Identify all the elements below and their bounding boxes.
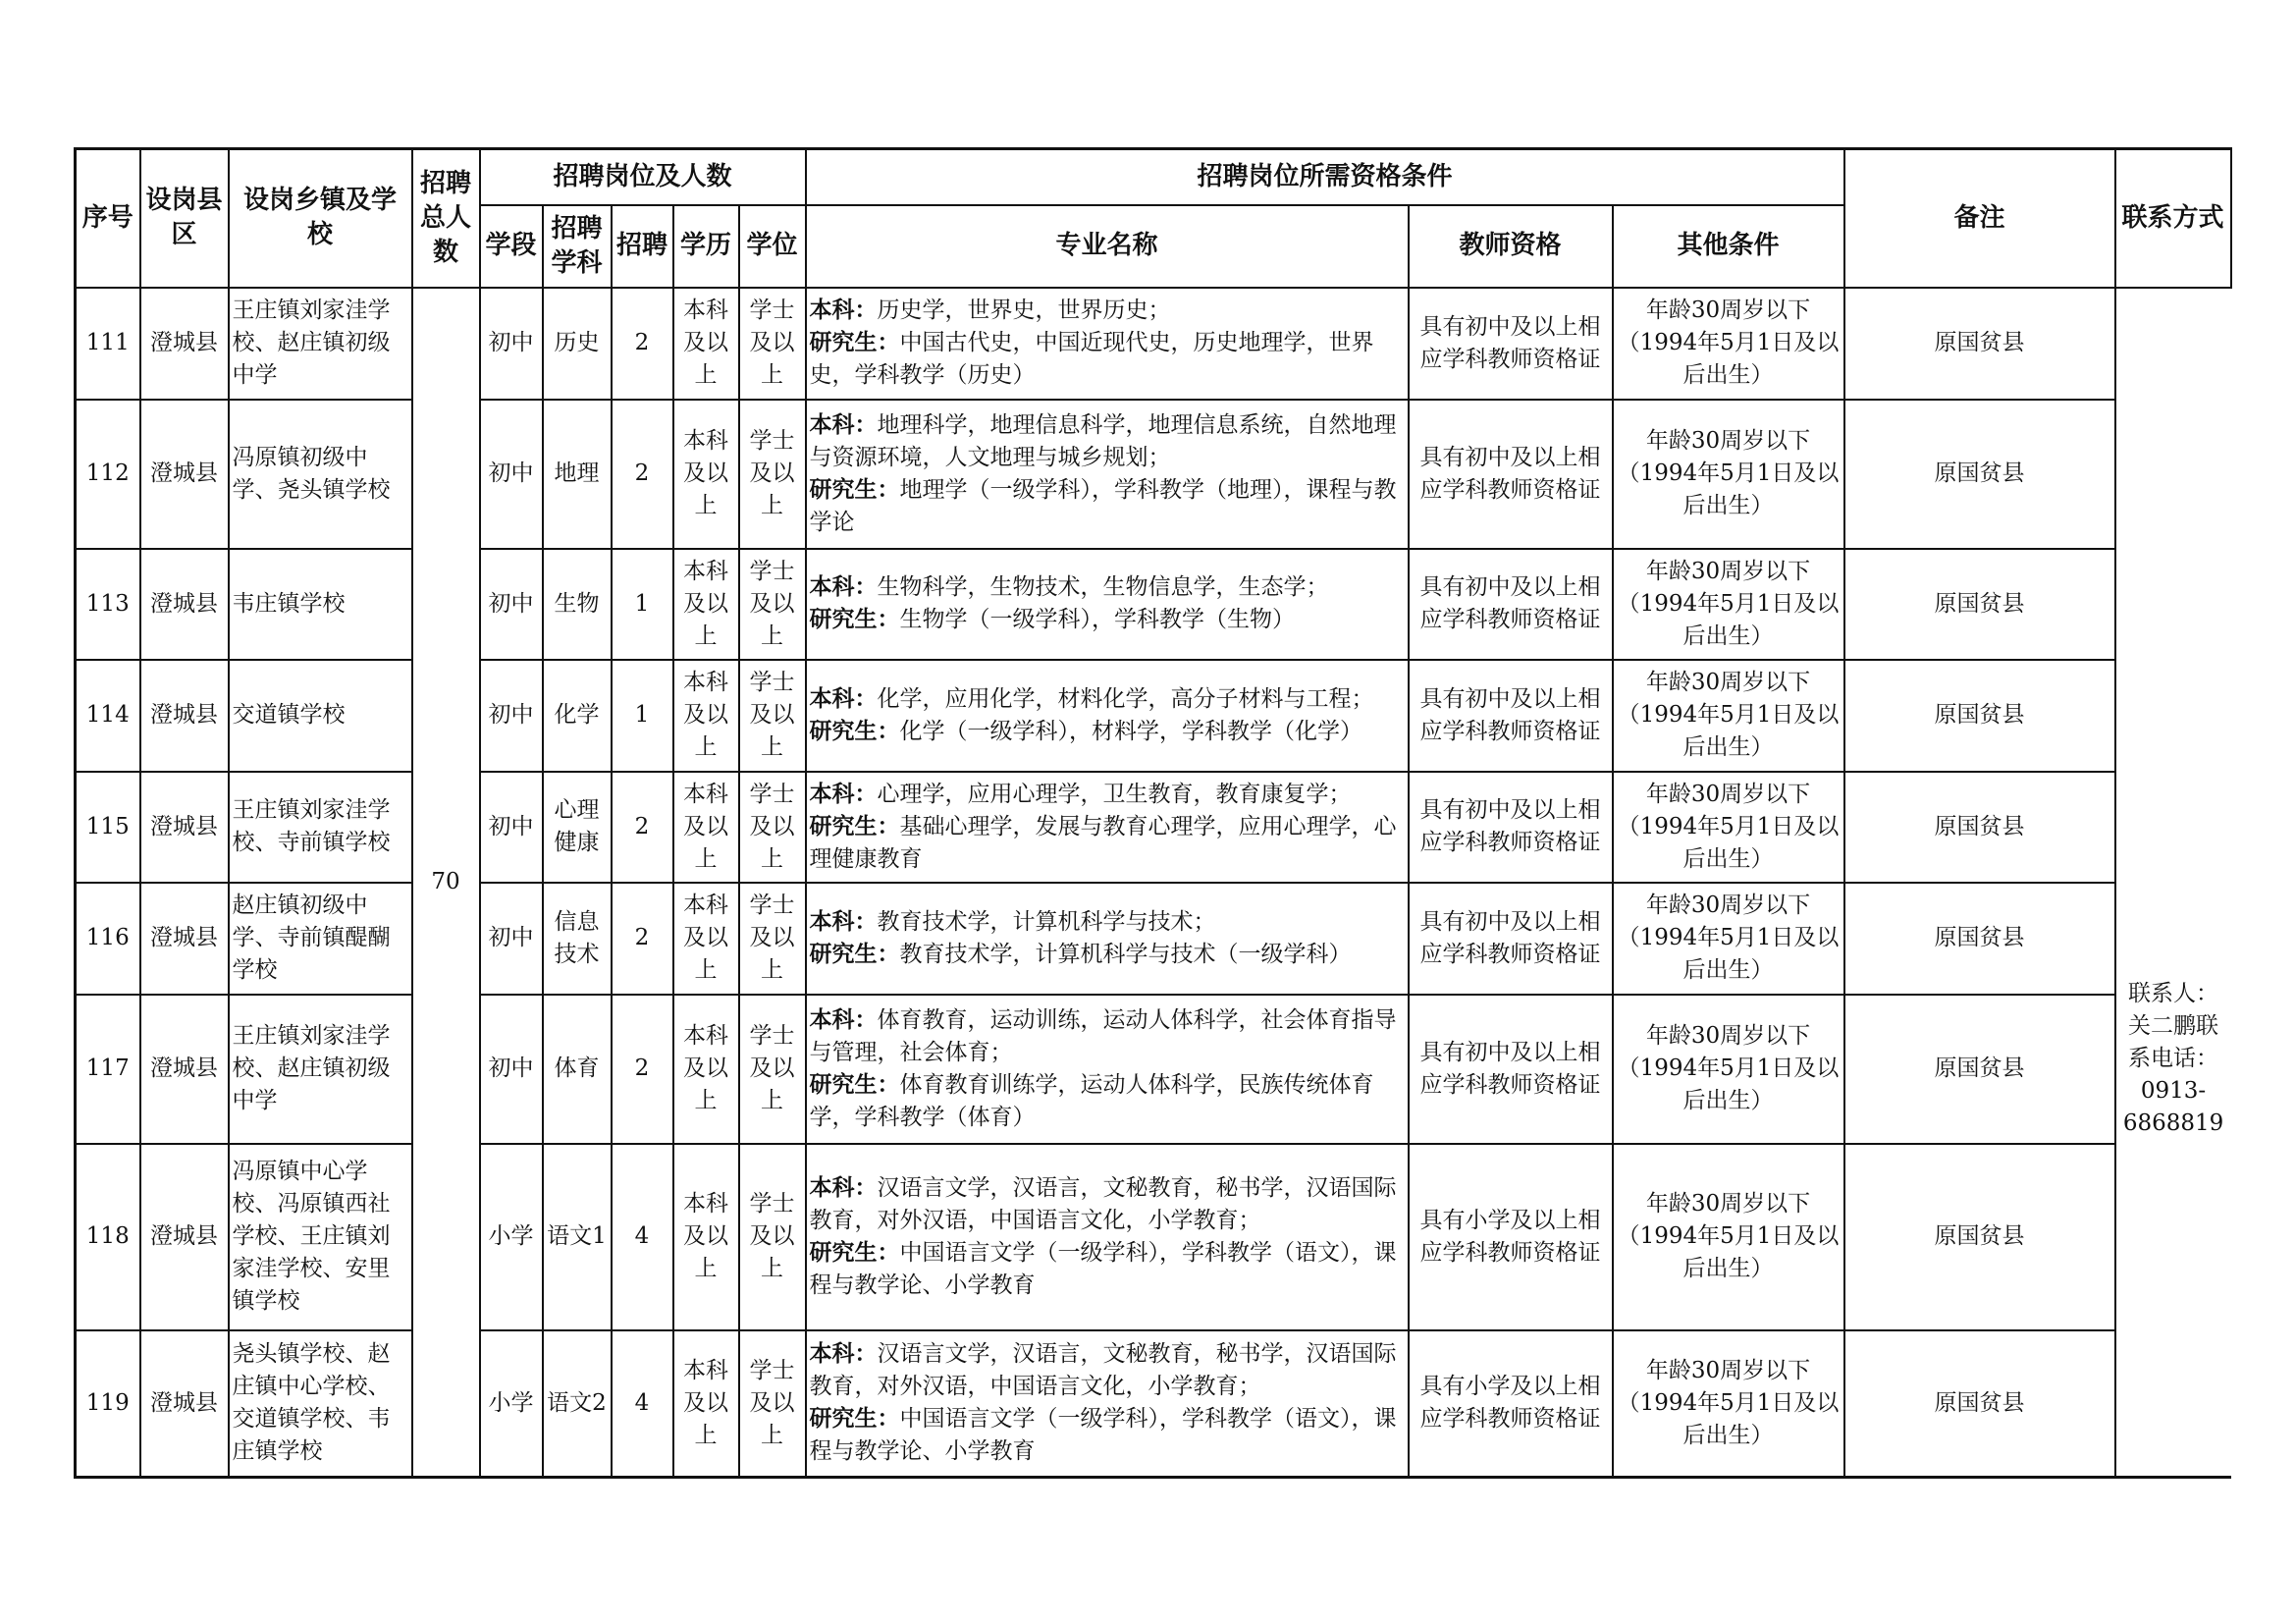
cell-degree: 学士及以上 (739, 995, 806, 1144)
graduate-label: 研究生： (809, 330, 900, 355)
graduate-majors: 中国语言文学（一级学科），学科教学（语文），课程与教学论、小学教育 (809, 1406, 1397, 1465)
graduate-majors: 基础心理学，发展与教育心理学，应用心理学，心理健康教育 (809, 813, 1397, 872)
cell-county: 澄城县 (140, 772, 229, 883)
graduate-majors: 生物学（一级学科），学科教学（生物） (899, 607, 1296, 632)
table-row (76, 1330, 2231, 1478)
undergrad-majors: 心理学，应用心理学，卫生教育，教育康复学； (877, 781, 1352, 807)
graduate-label: 研究生： (809, 1071, 900, 1098)
cell-teacher-cert: 具有初中及以上相应学科教师资格证 (1409, 288, 1613, 400)
recruitment-table-sheet (74, 147, 2229, 1481)
graduate-majors: 地理学（一级学科），学科教学（地理），课程与教学论 (809, 476, 1397, 535)
header-contact: 联系方式 (2115, 149, 2231, 288)
cell-other-conditions: 年龄30周岁以下（1994年5月1日及以后出生） (1613, 1330, 1844, 1478)
table-row (76, 1144, 2231, 1330)
undergrad-label: 本科： (809, 908, 878, 935)
header-positions-group: 招聘岗位及人数 (480, 149, 806, 205)
cell-education: 本科及以上 (673, 549, 739, 660)
table-row (76, 288, 2231, 400)
header-subject: 招聘学科 (543, 205, 612, 288)
undergrad-label: 本科： (809, 685, 878, 712)
cell-remark: 原国贫县 (1844, 883, 2115, 995)
cell-stage: 初中 (480, 400, 543, 549)
graduate-majors: 中国古代史，中国近现代史，历史地理学，世界史，学科教学（历史） (809, 330, 1374, 388)
cell-teacher-cert: 具有小学及以上相应学科教师资格证 (1409, 1330, 1613, 1478)
cell-other-conditions: 年龄30周岁以下（1994年5月1日及以后出生） (1613, 772, 1844, 883)
undergrad-majors: 生物科学，生物技术，生物信息学，生态学； (877, 574, 1329, 600)
cell-school: 王庄镇刘家洼学校、寺前镇学校 (229, 772, 412, 883)
cell-seq: 111 (76, 288, 140, 400)
cell-stage: 小学 (480, 1144, 543, 1330)
cell-subject: 语文1 (543, 1144, 612, 1330)
undergrad-majors: 汉语言文学，汉语言，文秘教育，秘书学，汉语国际教育，对外汉语，中国语言文化，小学教育； (809, 1174, 1397, 1233)
cell-other-conditions: 年龄30周岁以下（1994年5月1日及以后出生） (1613, 883, 1844, 995)
cell-degree: 学士及以上 (739, 549, 806, 660)
cell-degree: 学士及以上 (739, 400, 806, 549)
cell-stage: 初中 (480, 660, 543, 772)
cell-school: 冯原镇初级中学、尧头镇学校 (229, 400, 412, 549)
cell-degree: 学士及以上 (739, 1330, 806, 1478)
cell-subject: 心理健康 (543, 772, 612, 883)
undergrad-label: 本科： (809, 411, 878, 438)
cell-major (806, 995, 1409, 1144)
cell-remark: 原国贫县 (1844, 549, 2115, 660)
cell-seq: 114 (76, 660, 140, 772)
cell-remark: 原国贫县 (1844, 1330, 2115, 1478)
undergrad-label: 本科： (809, 1006, 878, 1033)
cell-major (806, 660, 1409, 772)
cell-school: 交道镇学校 (229, 660, 412, 772)
cell-county: 澄城县 (140, 1144, 229, 1330)
cell-education: 本科及以上 (673, 400, 739, 549)
graduate-label: 研究生： (809, 941, 900, 967)
cell-contact: 联系人：关二鹏联系电话：0913-6868819 (2115, 288, 2231, 1478)
cell-teacher-cert: 具有初中及以上相应学科教师资格证 (1409, 883, 1613, 995)
cell-seq: 119 (76, 1330, 140, 1478)
cell-subject: 信息技术 (543, 883, 612, 995)
cell-degree: 学士及以上 (739, 772, 806, 883)
header-seq: 序号 (76, 149, 140, 288)
graduate-label: 研究生： (809, 607, 900, 632)
cell-count: 1 (612, 660, 673, 772)
header-count: 招聘 (612, 205, 673, 288)
cell-education: 本科及以上 (673, 1330, 739, 1478)
graduate-label: 研究生： (809, 813, 900, 839)
cell-remark: 原国贫县 (1844, 772, 2115, 883)
header-remark: 备注 (1844, 149, 2115, 288)
header-major: 专业名称 (806, 205, 1409, 288)
cell-stage: 初中 (480, 883, 543, 995)
undergrad-label: 本科： (809, 781, 878, 807)
cell-county: 澄城县 (140, 883, 229, 995)
cell-major (806, 288, 1409, 400)
cell-county: 澄城县 (140, 1330, 229, 1478)
cell-remark: 原国贫县 (1844, 660, 2115, 772)
cell-total-count: 70 (412, 288, 480, 1478)
cell-county: 澄城县 (140, 549, 229, 660)
graduate-label: 研究生： (809, 718, 900, 744)
cell-county: 澄城县 (140, 400, 229, 549)
undergrad-majors: 化学，应用化学，材料化学，高分子材料与工程； (877, 685, 1374, 712)
cell-count: 2 (612, 400, 673, 549)
graduate-majors: 中国语言文学（一级学科），学科教学（语文），课程与教学论、小学教育 (809, 1239, 1397, 1298)
cell-other-conditions: 年龄30周岁以下（1994年5月1日及以后出生） (1613, 288, 1844, 400)
cell-teacher-cert: 具有初中及以上相应学科教师资格证 (1409, 660, 1613, 772)
header-county: 设岗县区 (140, 149, 229, 288)
cell-education: 本科及以上 (673, 660, 739, 772)
header-degree: 学位 (739, 205, 806, 288)
cell-stage: 初中 (480, 995, 543, 1144)
cell-major (806, 400, 1409, 549)
cell-stage: 小学 (480, 1330, 543, 1478)
cell-remark: 原国贫县 (1844, 995, 2115, 1144)
table-row (76, 995, 2231, 1144)
cell-seq: 113 (76, 549, 140, 660)
cell-school: 王庄镇刘家洼学校、赵庄镇初级中学 (229, 288, 412, 400)
cell-count: 4 (612, 1330, 673, 1478)
undergrad-majors: 体育教育，运动训练，运动人体科学，社会体育指导与管理，社会体育； (809, 1006, 1397, 1065)
cell-count: 2 (612, 772, 673, 883)
graduate-label: 研究生： (809, 1406, 900, 1433)
cell-stage: 初中 (480, 288, 543, 400)
cell-seq: 117 (76, 995, 140, 1144)
graduate-majors: 体育教育训练学，运动人体科学，民族传统体育学，学科教学（体育） (809, 1071, 1374, 1130)
cell-count: 1 (612, 549, 673, 660)
cell-stage: 初中 (480, 549, 543, 660)
graduate-majors: 教育技术学，计算机科学与技术（一级学科） (899, 941, 1352, 967)
cell-other-conditions: 年龄30周岁以下（1994年5月1日及以后出生） (1613, 660, 1844, 772)
cell-school: 冯原镇中心学校、冯原镇西社学校、王庄镇刘家洼学校、安里镇学校 (229, 1144, 412, 1330)
cell-stage: 初中 (480, 772, 543, 883)
cell-seq: 118 (76, 1144, 140, 1330)
header-teacher-cert: 教师资格 (1409, 205, 1613, 288)
graduate-label: 研究生： (809, 476, 900, 503)
recruitment-table (74, 147, 2232, 1479)
graduate-majors: 化学（一级学科），材料学，学科教学（化学） (899, 718, 1363, 744)
cell-subject: 化学 (543, 660, 612, 772)
cell-county: 澄城县 (140, 660, 229, 772)
cell-remark: 原国贫县 (1844, 288, 2115, 400)
undergrad-label: 本科： (809, 1341, 878, 1368)
cell-degree: 学士及以上 (739, 883, 806, 995)
header-row-top (76, 149, 2231, 205)
undergrad-majors: 教育技术学，计算机科学与技术； (877, 908, 1216, 935)
cell-other-conditions: 年龄30周岁以下（1994年5月1日及以后出生） (1613, 400, 1844, 549)
cell-count: 2 (612, 883, 673, 995)
cell-major (806, 1144, 1409, 1330)
cell-subject: 生物 (543, 549, 612, 660)
cell-county: 澄城县 (140, 288, 229, 400)
cell-teacher-cert: 具有初中及以上相应学科教师资格证 (1409, 549, 1613, 660)
cell-education: 本科及以上 (673, 288, 739, 400)
cell-degree: 学士及以上 (739, 288, 806, 400)
cell-degree: 学士及以上 (739, 1144, 806, 1330)
cell-major (806, 883, 1409, 995)
cell-major (806, 549, 1409, 660)
undergrad-label: 本科： (809, 1174, 878, 1201)
undergrad-label: 本科： (809, 298, 878, 323)
header-education: 学历 (673, 205, 739, 288)
cell-seq: 112 (76, 400, 140, 549)
cell-remark: 原国贫县 (1844, 1144, 2115, 1330)
table-row (76, 772, 2231, 883)
cell-education: 本科及以上 (673, 995, 739, 1144)
cell-education: 本科及以上 (673, 1144, 739, 1330)
header-stage: 学段 (480, 205, 543, 288)
cell-school: 王庄镇刘家洼学校、赵庄镇初级中学 (229, 995, 412, 1144)
cell-subject: 语文2 (543, 1330, 612, 1478)
cell-subject: 地理 (543, 400, 612, 549)
undergrad-majors: 地理科学，地理信息科学，地理信息系统，自然地理与资源环境，人文地理与城乡规划； (809, 411, 1397, 470)
cell-other-conditions: 年龄30周岁以下（1994年5月1日及以后出生） (1613, 1144, 1844, 1330)
cell-count: 2 (612, 995, 673, 1144)
cell-seq: 116 (76, 883, 140, 995)
cell-school: 赵庄镇初级中学、寺前镇醍醐学校 (229, 883, 412, 995)
cell-subject: 体育 (543, 995, 612, 1144)
cell-seq: 115 (76, 772, 140, 883)
table-row (76, 549, 2231, 660)
cell-major (806, 1330, 1409, 1478)
cell-other-conditions: 年龄30周岁以下（1994年5月1日及以后出生） (1613, 549, 1844, 660)
undergrad-majors: 汉语言文学，汉语言，文秘教育，秘书学，汉语国际教育，对外汉语，中国语言文化，小学教育； (809, 1341, 1397, 1400)
graduate-label: 研究生： (809, 1239, 900, 1266)
cell-remark: 原国贫县 (1844, 400, 2115, 549)
table-body (76, 288, 2231, 1478)
cell-school: 韦庄镇学校 (229, 549, 412, 660)
cell-teacher-cert: 具有初中及以上相应学科教师资格证 (1409, 400, 1613, 549)
header-requirements-group: 招聘岗位所需资格条件 (806, 149, 1844, 205)
header-other: 其他条件 (1613, 205, 1844, 288)
cell-teacher-cert: 具有初中及以上相应学科教师资格证 (1409, 772, 1613, 883)
header-total: 招聘总人数 (412, 149, 480, 288)
cell-major (806, 772, 1409, 883)
cell-education: 本科及以上 (673, 772, 739, 883)
table-row (76, 883, 2231, 995)
table-row (76, 400, 2231, 549)
cell-teacher-cert: 具有小学及以上相应学科教师资格证 (1409, 1144, 1613, 1330)
cell-education: 本科及以上 (673, 883, 739, 995)
cell-other-conditions: 年龄30周岁以下（1994年5月1日及以后出生） (1613, 995, 1844, 1144)
cell-degree: 学士及以上 (739, 660, 806, 772)
cell-count: 4 (612, 1144, 673, 1330)
undergrad-majors: 历史学，世界史，世界历史； (877, 298, 1171, 323)
header-school: 设岗乡镇及学校 (229, 149, 412, 288)
cell-count: 2 (612, 288, 673, 400)
cell-school: 尧头镇学校、赵庄镇中心学校、交道镇学校、韦庄镇学校 (229, 1330, 412, 1478)
cell-county: 澄城县 (140, 995, 229, 1144)
cell-teacher-cert: 具有初中及以上相应学科教师资格证 (1409, 995, 1613, 1144)
table-row (76, 660, 2231, 772)
cell-subject: 历史 (543, 288, 612, 400)
undergrad-label: 本科： (809, 574, 878, 600)
